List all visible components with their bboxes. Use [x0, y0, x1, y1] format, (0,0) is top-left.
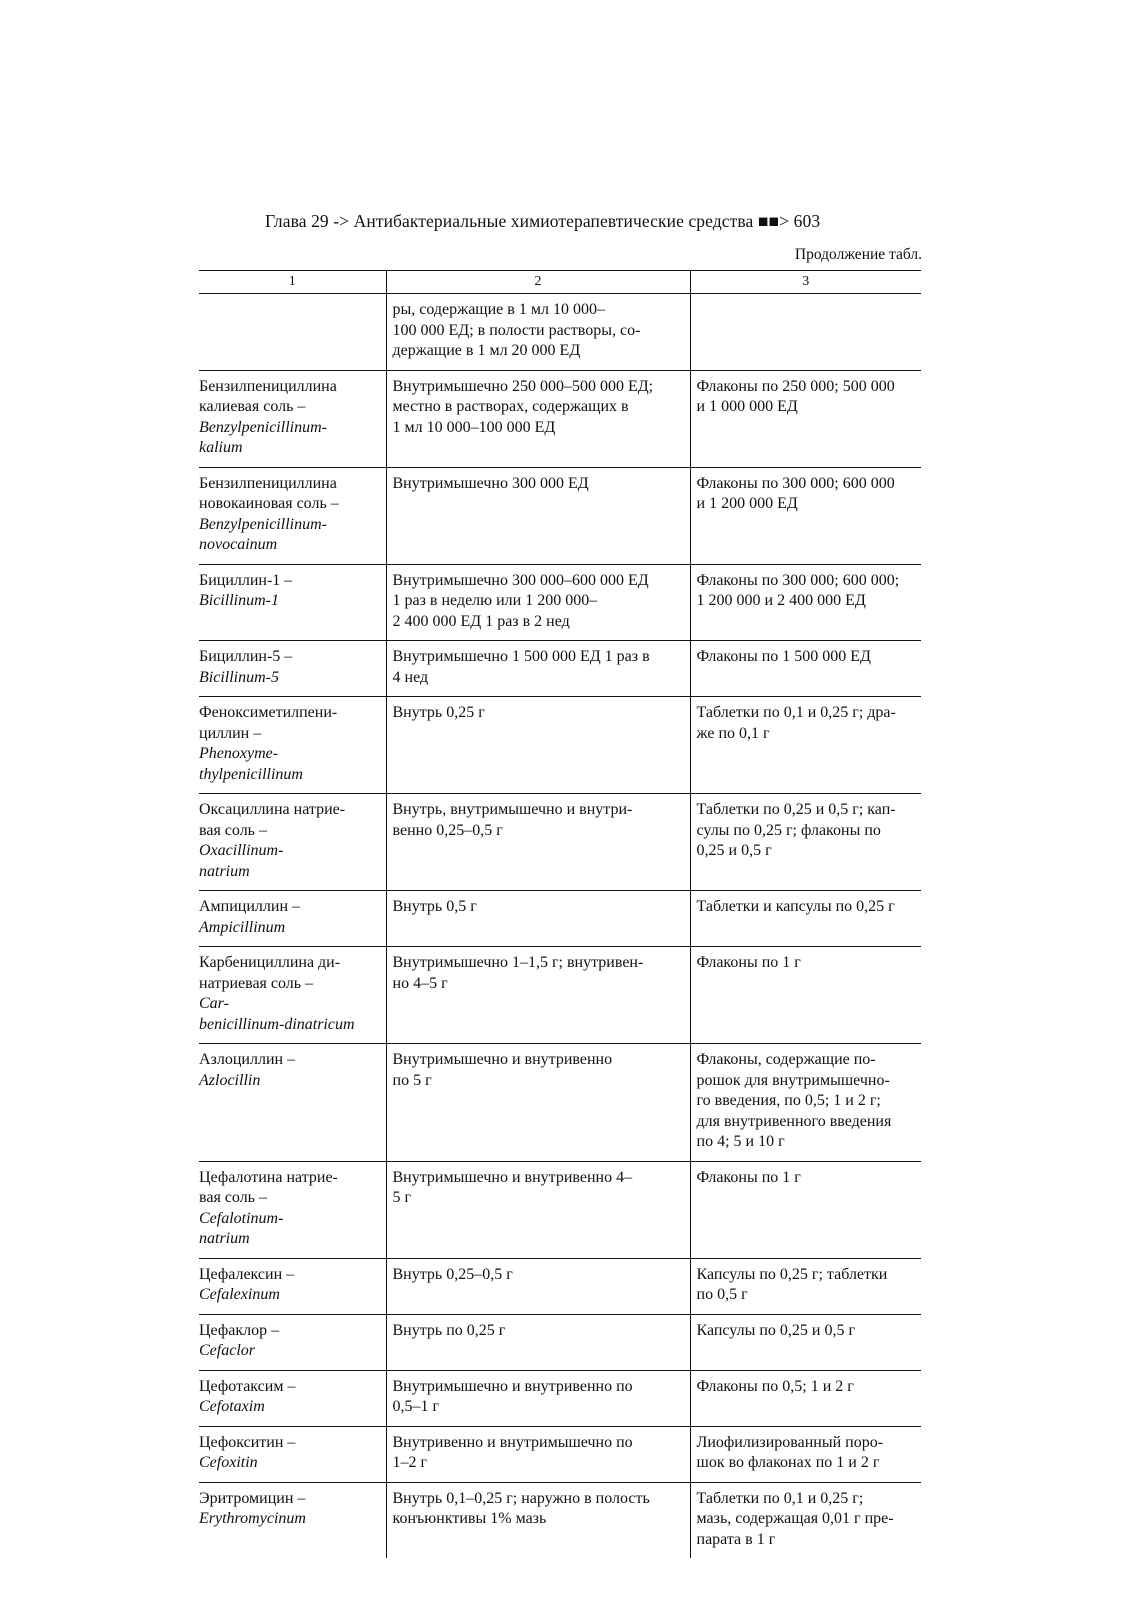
release-form-text: Капсулы по 0,25 и 0,5 г	[696, 1321, 856, 1339]
drug-name: Бициллин-1 –	[199, 571, 293, 589]
drug-name-cell	[199, 947, 386, 1044]
column-header-1: 1	[199, 271, 386, 294]
release-form-cell	[690, 467, 921, 564]
release-form-text: Таблетки по 0,25 и 0,5 г; кап- сулы по 0,25 г; флаконы по 0,25 и 0,5 г	[696, 801, 896, 859]
release-form-text: Таблетки и капсулы по 0,25 г	[696, 898, 895, 915]
drug-latin-name: Cefalexinum	[199, 1286, 280, 1303]
dosage-cell	[386, 1426, 690, 1482]
drug-name: Цефалексин –	[199, 1265, 295, 1283]
dosage-text: Внутрь 0,1–0,25 г; наружно в полость конъюнктивы 1% мазь	[392, 1489, 650, 1527]
drug-latin-name: Car- benicillinum-dinatricum	[199, 995, 355, 1033]
drug-name: Цефаклор –	[199, 1321, 280, 1339]
drug-name: Азлоциллин –	[199, 1051, 296, 1068]
table-header-row	[199, 271, 921, 294]
table-body	[199, 294, 921, 1559]
dosage-text: Внутримышечно и внутривенно по 5 г	[392, 1051, 613, 1089]
table-row	[199, 891, 921, 947]
dosage-text: Внутримышечно и внутривенно по 0,5–1 г	[392, 1377, 633, 1415]
dosage-text: Внутрь 0,5 г	[392, 898, 477, 915]
release-form-cell	[690, 1426, 921, 1482]
drug-latin-name: Erythromycinum	[199, 1510, 306, 1527]
release-form-cell	[690, 947, 921, 1044]
release-form-cell	[690, 891, 921, 947]
table-row	[199, 1044, 921, 1162]
drug-name-cell	[199, 1426, 386, 1482]
release-form-text: Флаконы по 1 г	[696, 954, 801, 971]
drug-name-cell	[199, 891, 386, 947]
release-form-text: Таблетки по 0,1 и 0,25 г; мазь, содержащая 0,01 г пре- парата в 1 г	[696, 1489, 894, 1548]
table-row	[199, 1314, 921, 1370]
dosage-cell	[386, 891, 690, 947]
dosage-text: Внутрь, внутримышечно и внутри- венно 0,25–0,5 г	[392, 801, 633, 839]
dosage-text: Внутрь 0,25–0,5 г	[392, 1265, 513, 1283]
drug-name: Бициллин-5 –	[199, 648, 293, 665]
drug-name: Феноксиметилпени- циллин –	[199, 704, 338, 742]
release-form-cell	[690, 641, 921, 697]
drug-name-cell	[199, 294, 386, 371]
drug-latin-name: Oxacillinum- natrium	[199, 842, 284, 880]
release-form-cell	[690, 1258, 921, 1314]
release-form-cell	[690, 370, 921, 467]
dosage-cell	[386, 564, 690, 641]
release-form-text: Лиофилизированный поро- шок во флаконах по 1 и 2 г	[696, 1433, 884, 1471]
drug-name: Оксациллина натрие- вая соль –	[199, 801, 346, 839]
dosage-cell	[386, 947, 690, 1044]
dosage-cell	[386, 1482, 690, 1558]
dosage-cell	[386, 1370, 690, 1426]
table-row	[199, 641, 921, 697]
dosage-cell	[386, 794, 690, 891]
drug-name-cell	[199, 1161, 386, 1258]
drug-latin-name: Cefotaxim	[199, 1398, 265, 1415]
drug-name: Бензилпенициллина калиевая соль –	[199, 377, 337, 415]
table-row	[199, 1482, 921, 1558]
dosage-text: Внутримышечно и внутривенно 4– 5 г	[392, 1168, 633, 1206]
drug-name-cell	[199, 467, 386, 564]
table-row	[199, 1258, 921, 1314]
drug-latin-name: Benzylpenicillinum- novocainum	[199, 515, 327, 553]
release-form-cell	[690, 697, 921, 794]
drug-name-cell	[199, 697, 386, 794]
release-form-cell	[690, 794, 921, 891]
dosage-text: ры, содержащие в 1 мл 10 000– 100 000 ЕД; в полости растворы, со- держащие в 1 мл 20 000 ЕД	[392, 301, 641, 359]
table-continuation-note: Продолжение табл.	[794, 246, 922, 263]
drug-latin-name: Cefalotinum- natrium	[199, 1209, 284, 1247]
dosage-cell	[386, 1314, 690, 1370]
release-form-text: Флаконы по 250 000; 500 000 и 1 000 000 ЕД	[696, 377, 895, 415]
drug-name: Цефалотина натрие- вая соль –	[199, 1168, 338, 1206]
drug-latin-name: Cefoxitin	[199, 1454, 258, 1471]
drug-name: Эритромицин –	[199, 1489, 306, 1507]
page-header: Глава 29 -> Антибактериальные химиотерапевтические средства ■■> 603	[265, 211, 821, 231]
drug-name-cell	[199, 1482, 386, 1558]
drug-name-cell	[199, 1258, 386, 1314]
drug-name-cell	[199, 370, 386, 467]
dosage-text: Внутрь 0,25 г	[392, 704, 485, 721]
drug-table	[199, 270, 921, 1558]
drug-name: Цефотаксим –	[199, 1377, 296, 1395]
dosage-text: Внутрь по 0,25 г	[392, 1321, 506, 1339]
drug-name-cell	[199, 1044, 386, 1162]
dosage-text: Внутривенно и внутримышечно по 1–2 г	[392, 1433, 633, 1471]
table-row	[199, 1370, 921, 1426]
dosage-text: Внутримышечно 1–1,5 г; внутривен- но 4–5 г	[392, 954, 644, 992]
release-form-text: Таблетки по 0,1 и 0,25 г; дра- же по 0,1 г	[696, 704, 896, 742]
drug-latin-name: Azlocillin	[199, 1071, 261, 1089]
drug-name-cell	[199, 641, 386, 697]
dosage-text: Внутримышечно 300 000–600 000 ЕД 1 раз в неделю или 1 200 000– 2 400 000 ЕД 1 раз в 2 нед	[392, 571, 649, 630]
dosage-cell	[386, 1044, 690, 1162]
dosage-cell	[386, 1258, 690, 1314]
drug-name: Ампициллин –	[199, 898, 301, 915]
release-form-text: Флаконы по 300 000; 600 000 и 1 200 000 ЕД	[696, 474, 895, 512]
drug-latin-name: Ampicillinum	[199, 918, 286, 936]
release-form-cell	[690, 1482, 921, 1558]
dosage-text: Внутримышечно 1 500 000 ЕД 1 раз в 4 нед	[392, 648, 650, 686]
drug-name-cell	[199, 1314, 386, 1370]
drug-name: Бензилпенициллина новокаиновая соль –	[199, 474, 339, 512]
table-row	[199, 1426, 921, 1482]
drug-latin-name: Benzylpenicillinum- kalium	[199, 418, 327, 456]
dosage-text: Внутримышечно 300 000 ЕД	[392, 474, 589, 492]
release-form-text: Флаконы по 1 г	[696, 1168, 801, 1186]
table-row	[199, 564, 921, 641]
dosage-cell	[386, 1161, 690, 1258]
release-form-cell	[690, 1161, 921, 1258]
column-header-3: 3	[690, 271, 921, 294]
table-row	[199, 794, 921, 891]
table-row	[199, 947, 921, 1044]
dosage-text: Внутримышечно 250 000–500 000 ЕД; местно в растворах, содержащих в 1 мл 10 000–100 000 ЕД	[392, 377, 654, 436]
drug-latin-name: Cefaclor	[199, 1342, 255, 1359]
drug-name: Карбенициллина ди- натриевая соль –	[199, 954, 341, 992]
release-form-text: Флаконы по 0,5; 1 и 2 г	[696, 1377, 854, 1395]
table-row	[199, 697, 921, 794]
drug-latin-name: Bicillinum-5	[199, 668, 279, 686]
table-row	[199, 467, 921, 564]
drug-name-cell	[199, 1370, 386, 1426]
release-form-cell	[690, 1044, 921, 1162]
dosage-cell	[386, 641, 690, 697]
drug-name-cell	[199, 564, 386, 641]
dosage-cell	[386, 294, 690, 371]
drug-latin-name: Phenoxyme- thylpenicillinum	[199, 745, 303, 783]
drug-latin-name: Bicillinum-1	[199, 592, 279, 609]
drug-name: Цефокситин –	[199, 1433, 296, 1451]
table-row	[199, 370, 921, 467]
table-row	[199, 1161, 921, 1258]
dosage-cell	[386, 370, 690, 467]
release-form-text: Флаконы по 300 000; 600 000; 1 200 000 и 2 400 000 ЕД	[696, 571, 900, 609]
drug-name-cell	[199, 794, 386, 891]
release-form-text: Флаконы по 1 500 000 ЕД	[696, 648, 871, 665]
release-form-cell	[690, 564, 921, 641]
release-form-text: Капсулы по 0,25 г; таблетки по 0,5 г	[696, 1265, 888, 1303]
release-form-cell	[690, 1370, 921, 1426]
release-form-cell	[690, 294, 921, 371]
dosage-cell	[386, 697, 690, 794]
dosage-cell	[386, 467, 690, 564]
table-row	[199, 294, 921, 371]
release-form-text: Флаконы, содержащие по- рошок для внутримышечно- го введения, по 0,5; 1 и 2 г; для внутривенного введения по 4; 5 и 10 г	[696, 1051, 892, 1150]
release-form-cell	[690, 1314, 921, 1370]
column-header-2: 2	[386, 271, 690, 294]
